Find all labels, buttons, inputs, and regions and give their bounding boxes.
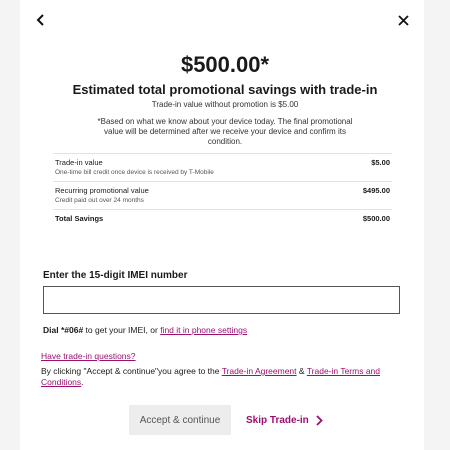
imei-input[interactable] — [43, 286, 400, 314]
trade-in-questions-link[interactable]: Have trade-in questions? — [41, 351, 136, 361]
chevron-left-icon — [36, 14, 46, 26]
breakdown-row-total — [53, 209, 392, 228]
back-button[interactable] — [31, 10, 51, 30]
row-subtitle: Credit paid out over 24 months — [55, 197, 144, 204]
skip-trade-in-label: Skip Trade-in — [246, 414, 309, 426]
skip-trade-in-button[interactable] — [240, 405, 329, 435]
imei-help-text — [43, 325, 247, 335]
breakdown-row-recurring — [53, 181, 392, 209]
trade-in-questions-container — [41, 351, 136, 361]
dial-code: Dial *#06# — [43, 325, 84, 335]
savings-amount: $500.00* — [180, 52, 270, 77]
row-subtitle: One-time bill credit once device is received by T-Mobile — [55, 169, 214, 176]
chevron-right-icon — [315, 415, 323, 426]
accept-continue-button[interactable]: Accept & continue — [129, 405, 231, 435]
row-value: $500.00 — [362, 214, 390, 223]
row-value: $495.00 — [362, 186, 390, 195]
agreement-text — [41, 366, 401, 388]
agreement-amp: & — [296, 366, 307, 376]
disclaimer-note: *Based on what we know about your device today. The final promotional value will be determined after we receive your device and confirm its condition. — [97, 117, 353, 146]
savings-breakdown-table — [53, 153, 392, 228]
row-title: Trade-in value — [55, 158, 103, 167]
agreement-prefix: By clicking "Accept & continue"you agree to the — [41, 366, 222, 376]
close-button[interactable] — [393, 10, 413, 30]
close-icon — [398, 15, 409, 26]
savings-headline: Estimated total promotional savings with trade-in — [72, 82, 378, 97]
breakdown-row-trade-in — [53, 153, 392, 181]
trade-in-value-note: Trade-in value without promotion is $5.00 — [151, 100, 299, 109]
row-title: Recurring promotional value — [55, 186, 149, 195]
agreement-suffix: . — [81, 377, 84, 387]
row-title: Total Savings — [55, 214, 104, 223]
dial-text: to get your IMEI, or — [83, 325, 161, 335]
trade-in-agreement-link[interactable]: Trade-in Agreement — [221, 366, 297, 376]
phone-settings-link[interactable]: find it in phone settings — [160, 325, 248, 335]
row-value: $5.00 — [371, 158, 390, 167]
imei-label: Enter the 15-digit IMEI number — [43, 270, 188, 281]
trade-in-terms-link[interactable]: Trade-in Terms and Conditions — [41, 366, 381, 387]
